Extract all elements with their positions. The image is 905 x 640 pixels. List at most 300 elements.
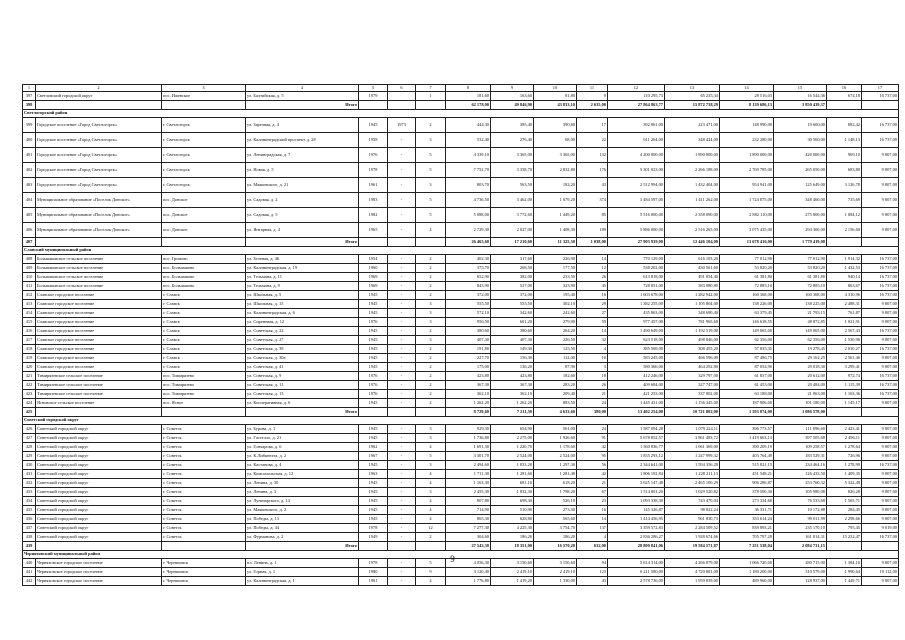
table-row: [23, 264, 899, 273]
table-row: [23, 470, 899, 479]
table-cell: 310 579,00: [774, 568, 827, 577]
table-cell: Большаковское сельское поселение: [36, 255, 162, 264]
table-cell: 195,40: [534, 291, 577, 300]
table-cell: 3: [416, 133, 446, 148]
table-cell: 1 593 874,00: [720, 408, 774, 417]
table-cell: 56: [577, 461, 608, 470]
table-cell: 62 178,00: [446, 101, 491, 110]
table-cell: Большаковское сельское поселение: [36, 264, 162, 273]
table-cell: 14: [577, 327, 608, 336]
table-cell: 268,50: [491, 264, 534, 273]
table-cell: ул. Сиреневая, д. 12: [246, 318, 359, 327]
table-cell: 1 105 804,00: [665, 300, 720, 309]
table-cell: ул. Советская, д. 30а: [246, 354, 359, 363]
table-cell: 16 737,00: [862, 273, 899, 282]
table-cell: -: [388, 399, 416, 408]
table-cell: 112,00: [534, 354, 577, 363]
table-cell: 253 760,32: [774, 479, 827, 488]
table-cell: ул. Советская, д. 13: [246, 390, 359, 399]
table-cell: 489 960,00: [720, 577, 774, 586]
table-cell: 422: [23, 381, 36, 390]
table-cell: г. Советск: [162, 434, 246, 443]
table-cell: 149 065,00: [774, 327, 827, 336]
table-cell: 1962: [359, 443, 388, 452]
table-cell: г. Советск: [162, 425, 246, 434]
table-cell: 9 807,00: [862, 497, 899, 506]
table-cell: 1978: [359, 559, 388, 568]
table-cell: 12: [416, 524, 446, 533]
table-cell: 1965: [359, 223, 388, 238]
table-cell: Тимирязевское сельское поселение: [36, 390, 162, 399]
table-cell: 398: [23, 101, 36, 110]
table-cell: Славское городское поселение: [36, 327, 162, 336]
table-cell: 538 202,00: [608, 264, 665, 273]
table-cell: 843,90: [446, 282, 491, 291]
table-cell: 136,20: [491, 363, 534, 372]
table-cell: 681,10: [491, 479, 534, 488]
section-header-row: [23, 247, 899, 255]
table-cell: -: [388, 497, 416, 506]
table-cell: 1 297,30: [534, 461, 577, 470]
table-cell: Городское поселение «Город Светлогорск»: [36, 163, 162, 178]
table-cell: -: [388, 327, 416, 336]
table-cell: 882,42: [827, 118, 862, 133]
table-cell: 418: [23, 345, 36, 354]
table-cell: 27: [577, 309, 608, 318]
table-cell: 9 807,00: [862, 434, 899, 443]
table-cell: г. Славск: [162, 291, 246, 300]
table-cell: Муниципальное образование «Поселок Донское»: [36, 193, 162, 208]
table-cell: 2: [416, 273, 446, 282]
table-cell: 9 807,00: [862, 300, 899, 309]
column-number-cell: 7: [416, 85, 446, 92]
table-cell: 2 769 785,00: [720, 163, 774, 178]
table-cell: пос. Большаково: [162, 264, 246, 273]
table-cell: 385 569,00: [608, 345, 665, 354]
table-cell: [827, 542, 862, 551]
table-cell: 9 807,00: [862, 336, 899, 345]
table-cell: 18: [577, 372, 608, 381]
table-row: [23, 178, 899, 193]
table-cell: -: [388, 559, 416, 568]
table-cell: 2: [416, 291, 446, 300]
table-cell: 3 120,40: [446, 568, 491, 577]
table-row: [23, 515, 899, 524]
table-cell: 1945: [359, 118, 388, 133]
table-cell: 429: [23, 452, 36, 461]
table-cell: 163,60: [491, 92, 534, 101]
table-cell: г. Светлогорск: [162, 133, 246, 148]
table-cell: 654,90: [491, 425, 534, 434]
table-cell: 498 846,00: [665, 336, 720, 345]
table-cell: ул. Победы, д. 44: [246, 524, 359, 533]
table-cell: -: [388, 533, 416, 542]
table-cell: 43: [577, 178, 608, 193]
table-cell: 5: [416, 163, 446, 178]
table-cell: 16: [577, 506, 608, 515]
table-row: [23, 479, 899, 488]
subtotal-row: [23, 408, 899, 417]
table-cell: 284,45: [827, 506, 862, 515]
table-cell: 2 494,60: [446, 461, 491, 470]
table-cell: 743 470,04: [665, 497, 720, 506]
table-cell: 2 298,66: [827, 515, 862, 524]
table-cell: 138 225,00: [774, 300, 827, 309]
table-cell: 611 264,00: [608, 133, 665, 148]
table-cell: -: [388, 390, 416, 399]
table-cell: 1945: [359, 354, 388, 363]
table-row: [23, 399, 899, 408]
table-cell: ул. Советская, д. 22: [246, 327, 359, 336]
table-cell: 839 893,21: [720, 524, 774, 533]
table-row: [23, 452, 899, 461]
table-cell: 1 382 255,00: [608, 300, 665, 309]
table-cell: 9 807,00: [862, 163, 899, 178]
table-cell: Большаковское сельское поселение: [36, 282, 162, 291]
table-cell: 3: [577, 363, 608, 372]
table-cell: 156,30: [491, 354, 534, 363]
table-cell: 1 776,80: [446, 577, 491, 586]
table-cell: 16 737,00: [862, 327, 899, 336]
table-cell: 1 411 262,00: [665, 193, 720, 208]
table-cell: 43 833,10: [534, 101, 577, 110]
table-cell: 49 846,90: [491, 101, 534, 110]
table-cell: 906 286,87: [720, 479, 774, 488]
table-cell: 726,96: [827, 452, 862, 461]
table-cell: 105 980,08: [774, 488, 827, 497]
table-cell: пос. Ижевское: [162, 92, 246, 101]
table-cell: 374: [577, 193, 608, 208]
table-cell: 175,00: [446, 363, 491, 372]
table-row: [23, 390, 899, 399]
table-cell: 1 798,20: [534, 488, 577, 497]
table-cell: 183 529,31: [774, 452, 827, 461]
table-cell: ул. Тельмана, д. 11: [246, 273, 359, 282]
table-cell: 4: [416, 515, 446, 524]
table-cell: 2: [416, 363, 446, 372]
table-cell: 396 773,57: [720, 425, 774, 434]
table-cell: 372,00: [491, 291, 534, 300]
table-cell: 148 990,00: [720, 118, 774, 133]
table-cell: 2: [416, 533, 446, 542]
table-cell: 417: [23, 336, 36, 345]
table-cell: 1 262,20: [491, 399, 534, 408]
table-cell: 464 292,80: [665, 363, 720, 372]
table-cell: Советский городской округ: [36, 452, 162, 461]
table-cell: [162, 238, 246, 247]
table-cell: 23: [577, 497, 608, 506]
table-cell: -: [388, 282, 416, 291]
table-cell: 2 266 188,00: [665, 163, 720, 178]
table-cell: 7 277,30: [446, 524, 491, 533]
table-row: [23, 488, 899, 497]
table-cell: Большаковское сельское поселение: [36, 273, 162, 282]
table-cell: 4 310,96: [827, 291, 862, 300]
table-cell: Славское городское поселение: [36, 318, 162, 327]
table-cell: 770 129,00: [608, 255, 665, 264]
table-cell: 61 381,80: [774, 273, 827, 282]
table-cell: 226,90: [534, 255, 577, 264]
table-cell: 29 018,30: [774, 363, 827, 372]
table-cell: [162, 542, 246, 551]
table-cell: 1 736,80: [446, 434, 491, 443]
table-cell: 1 779 419,00: [774, 238, 827, 247]
table-cell: 2 344 641,00: [608, 461, 665, 470]
table-cell: Советский городской округ: [36, 524, 162, 533]
table-cell: 425: [23, 408, 36, 417]
table-cell: 1945: [359, 300, 388, 309]
column-number-cell: 6: [388, 85, 416, 92]
table-cell: [359, 238, 388, 247]
table-cell: 423,80: [446, 372, 491, 381]
table-cell: 1 409,35: [827, 470, 862, 479]
table-cell: 327 747,00: [665, 381, 720, 390]
table-cell: 961 830,73: [665, 515, 720, 524]
table-cell: 9 807,00: [862, 559, 899, 568]
table-cell: 21 063,00: [774, 390, 827, 399]
table-cell: 3 126,78: [827, 178, 862, 193]
table-cell: -: [388, 515, 416, 524]
column-number-cell: 15: [774, 85, 827, 92]
table-cell: 1978: [359, 524, 388, 533]
table-cell: 283,20: [534, 381, 577, 390]
table-cell: г. Советск: [162, 488, 246, 497]
table-cell: 367,30: [446, 381, 491, 390]
table-cell: -: [388, 443, 416, 452]
table-cell: 5 886 000,00: [608, 223, 665, 238]
table-cell: 182,60: [534, 372, 577, 381]
table-cell: 1945: [359, 488, 388, 497]
table-cell: 1945: [359, 327, 388, 336]
table-cell: пос. Большаково: [162, 273, 246, 282]
table-cell: 9 807,00: [862, 148, 899, 163]
table-cell: Итого: [246, 542, 359, 551]
table-cell: 403: [23, 178, 36, 193]
table-row: [23, 345, 899, 354]
table-cell: ул. Школьная, д. 15: [246, 300, 359, 309]
table-cell: ул. Ленина, д. 30: [246, 479, 359, 488]
table-cell: Тимирязевское сельское поселение: [36, 381, 162, 390]
table-cell: 1 445 431,00: [608, 399, 665, 408]
table-cell: -: [388, 163, 416, 178]
table-cell: 1983: [359, 193, 388, 208]
table-cell: 160 368,00: [774, 291, 827, 300]
table-cell: 29 162,25: [774, 354, 827, 363]
table-cell: 186,20: [534, 533, 577, 542]
table-cell: 1 679,20: [534, 193, 577, 208]
table-cell: 1945: [359, 497, 388, 506]
table-cell: 1961: [359, 577, 388, 586]
table-cell: Городское поселение «Город Светлогорск»: [36, 178, 162, 193]
table-cell: 3 359 572,83: [608, 524, 665, 533]
table-cell: Городское поселение «Город Светлогорск»: [36, 148, 162, 163]
table-cell: -: [388, 381, 416, 390]
column-number-cell: 14: [720, 85, 774, 92]
table-cell: 111 096,60: [774, 425, 827, 434]
table-cell: 1 832,30: [491, 488, 534, 497]
table-cell: 9 807,00: [862, 363, 899, 372]
table-cell: 26: [577, 381, 608, 390]
table-cell: 2 358 090,00: [665, 208, 720, 223]
table-cell: 555,50: [446, 300, 491, 309]
table-cell: Советский городской округ: [36, 443, 162, 452]
table-cell: 2: [416, 327, 446, 336]
table-cell: [36, 101, 162, 110]
table-cell: [359, 101, 388, 110]
table-cell: 323,90: [534, 282, 577, 291]
table-row: [23, 255, 899, 264]
table-cell: 87 054,90: [720, 363, 774, 372]
table-cell: 4: [577, 345, 608, 354]
table-cell: 1 192 519,00: [665, 327, 720, 336]
table-cell: 123: [577, 568, 608, 577]
table-cell: [862, 542, 899, 551]
table-cell: 2 284 509,52: [665, 524, 720, 533]
table-cell: 16 544,36: [774, 92, 827, 101]
table-cell: [416, 238, 446, 247]
table-cell: [36, 238, 162, 247]
table-cell: 532,40: [446, 133, 491, 148]
table-cell: 1 038,00: [577, 238, 608, 247]
table-cell: ул. Фурманова, д. 2: [246, 533, 359, 542]
table-cell: 176: [577, 163, 608, 178]
table-cell: Черняховское городское поселение: [36, 559, 162, 568]
table-cell: 265 050,00: [774, 163, 827, 178]
table-cell: 85: [577, 208, 608, 223]
table-cell: 3: [416, 300, 446, 309]
table-cell: 407: [23, 238, 36, 247]
table-cell: ул. К.Либкнехта, д. 2: [246, 452, 359, 461]
table-cell: 187 906,00: [720, 399, 774, 408]
table-cell: 12: [577, 264, 608, 273]
table-cell: 16 737,00: [862, 282, 899, 291]
table-cell: 94: [577, 559, 608, 568]
table-cell: 1967: [359, 452, 388, 461]
table-cell: 2 836 286,27: [608, 533, 665, 542]
table-cell: [388, 238, 416, 247]
table-cell: Советский городской округ: [36, 434, 162, 443]
table-cell: ул. Калининградская, д. 6: [246, 309, 359, 318]
table-cell: 21 793,15: [774, 309, 827, 318]
column-number-cell: 3: [162, 85, 246, 92]
table-cell: 940,14: [827, 273, 862, 282]
table-cell: -: [388, 479, 416, 488]
table-cell: [827, 238, 862, 247]
column-number-cell: 2: [36, 85, 162, 92]
table-cell: 421 253,00: [608, 390, 665, 399]
table-cell: 9 807,00: [862, 399, 899, 408]
table-cell: 16 737,00: [862, 381, 899, 390]
table-cell: 5: [416, 208, 446, 223]
table-cell: 42: [577, 443, 608, 452]
table-cell: 1 021,91: [827, 318, 862, 327]
table-cell: 1 833,20: [491, 461, 534, 470]
table-cell: 865,30: [446, 515, 491, 524]
table-cell: 1 093 338,30: [608, 497, 665, 506]
table-cell: 21: [577, 479, 608, 488]
table-cell: [388, 92, 416, 101]
table-cell: 1980: [359, 568, 388, 577]
table-cell: [416, 101, 446, 110]
table-cell: 63 379,45: [720, 309, 774, 318]
table-cell: 20 612,00: [774, 372, 827, 381]
table-row: [23, 434, 899, 443]
table-cell: ул. Гастелло, д. 21: [246, 434, 359, 443]
column-number-cell: 12: [608, 85, 665, 92]
table-cell: 1945: [359, 479, 388, 488]
table-cell: 101 180,00: [774, 399, 827, 408]
table-cell: 16 737,00: [862, 390, 899, 399]
table-cell: 616 103,20: [665, 255, 720, 264]
table-cell: 128 937,00: [774, 577, 827, 586]
table-cell: ул. Гончарова, д. 6: [246, 443, 359, 452]
table-cell: 19 600,00: [774, 118, 827, 133]
table-cell: 1963: [359, 470, 388, 479]
table-cell: 2 419,10: [491, 568, 534, 577]
table-cell: Городское поселение «Город Светлогорск»: [36, 133, 162, 148]
table-cell: 4: [416, 470, 446, 479]
table-row: [23, 381, 899, 390]
table-cell: 1 724 875,00: [720, 193, 774, 208]
table-cell: 1945: [359, 291, 388, 300]
table-cell: 972,74: [827, 372, 862, 381]
table-cell: 13 678 416,00: [720, 238, 774, 247]
table-cell: 125 649,00: [774, 178, 827, 193]
table-cell: 19 278,45: [774, 345, 827, 354]
table-cell: 9 807,00: [862, 443, 899, 452]
table-cell: 491 054,40: [665, 273, 720, 282]
table-cell: 87,90: [534, 363, 577, 372]
table-cell: 337 002,00: [665, 390, 720, 399]
table-cell: 420 000,00: [774, 148, 827, 163]
table-cell: 2: [416, 354, 446, 363]
table-cell: 29: [577, 300, 608, 309]
table-cell: 3: [416, 434, 446, 443]
table-cell: 109 258,57: [774, 443, 827, 452]
table-cell: 378 500,30: [720, 488, 774, 497]
table-cell: 48 872,85: [774, 318, 827, 327]
table-cell: 232 280,00: [720, 133, 774, 148]
table-cell: пос. Тимирязево: [162, 372, 246, 381]
table-cell: 7 752,70: [446, 163, 491, 178]
table-cell: г. Советск: [162, 452, 246, 461]
table-cell: 392 061,00: [608, 118, 665, 133]
table-cell: 9 019,00: [862, 524, 899, 533]
table-cell: г. Советск: [162, 497, 246, 506]
table-cell: 375,70: [446, 264, 491, 273]
table-cell: ул. Янтарная, д. 4: [246, 223, 359, 238]
table-cell: ул. Ленинградская, д. 7: [246, 148, 359, 163]
table-cell: -: [388, 470, 416, 479]
table-cell: ул. Школьная, д. 5: [246, 291, 359, 300]
table-cell: 728 851,00: [608, 282, 665, 291]
table-cell: 1 691,30: [446, 443, 491, 452]
table-cell: г. Советск: [162, 515, 246, 524]
table-cell: 583 080,80: [665, 282, 720, 291]
table-cell: 273 334,68: [720, 497, 774, 506]
table-cell: 317,60: [491, 255, 534, 264]
table-cell: 3: [416, 178, 446, 193]
table-cell: 795,45: [827, 524, 862, 533]
table-cell: г. Советск: [162, 443, 246, 452]
table-cell: 9 807,00: [862, 354, 899, 363]
table-cell: [388, 408, 416, 417]
table-cell: 601,20: [491, 318, 534, 327]
table-cell: Советский городской округ: [36, 515, 162, 524]
table-cell: г. Славск: [162, 345, 246, 354]
table-cell: 408: [23, 255, 36, 264]
table-cell: 26 465,60: [446, 238, 491, 247]
